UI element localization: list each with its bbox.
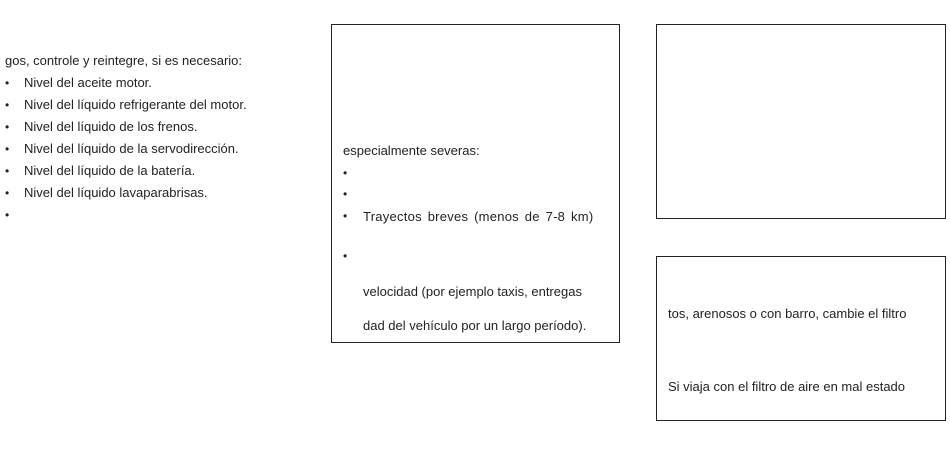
list-item [5,94,305,116]
bullet: • [343,249,348,263]
bullet: • [343,209,348,223]
list-item-text: Nivel del líquido refrigerante del motor. [24,97,247,112]
severe-conditions-box [331,24,620,343]
list-item-text: Nivel del aceite motor. [24,75,152,90]
list-item [5,182,305,204]
left-column [5,50,305,222]
list-item-text: Nivel del líquido de los frenos. [24,119,198,134]
check-list [5,72,305,222]
bullet: • [5,208,10,222]
bullet: • [5,120,10,134]
list-item [5,138,305,160]
list-item-text: Nivel del líquido de la servodirección. [24,141,239,156]
body-line: velocidad (por ejemplo taxis, entregas [363,284,582,299]
box-heading: especialmente severas: [343,143,480,158]
air-filter-box [656,256,946,421]
list-item [5,116,305,138]
body-line: Si viaja con el filtro de aire en mal estado [668,379,906,394]
bullet: • [5,142,10,156]
intro-text: gos, controle y reintegre, si es necesario: [5,53,243,68]
list-item [5,72,305,94]
list-item [5,160,305,182]
body-line: dad del vehículo por un largo período). [363,318,587,333]
bullet: • [5,76,10,90]
bullet: • [5,186,10,200]
list-item-text: Nivel del líquido de la batería. [24,163,196,178]
bullet: • [343,187,348,201]
bullet: • [5,164,10,178]
list-item-text: Nivel del líquido lavaparabrisas. [24,185,208,200]
empty-box [656,24,946,219]
bullet: • [5,98,10,112]
bullet: • [343,166,348,180]
body-line: tos, arenosos o con barro, cambie el filtro [668,306,907,321]
list-item-text: Trayectos breves (menos de 7-8 km) [363,209,594,224]
